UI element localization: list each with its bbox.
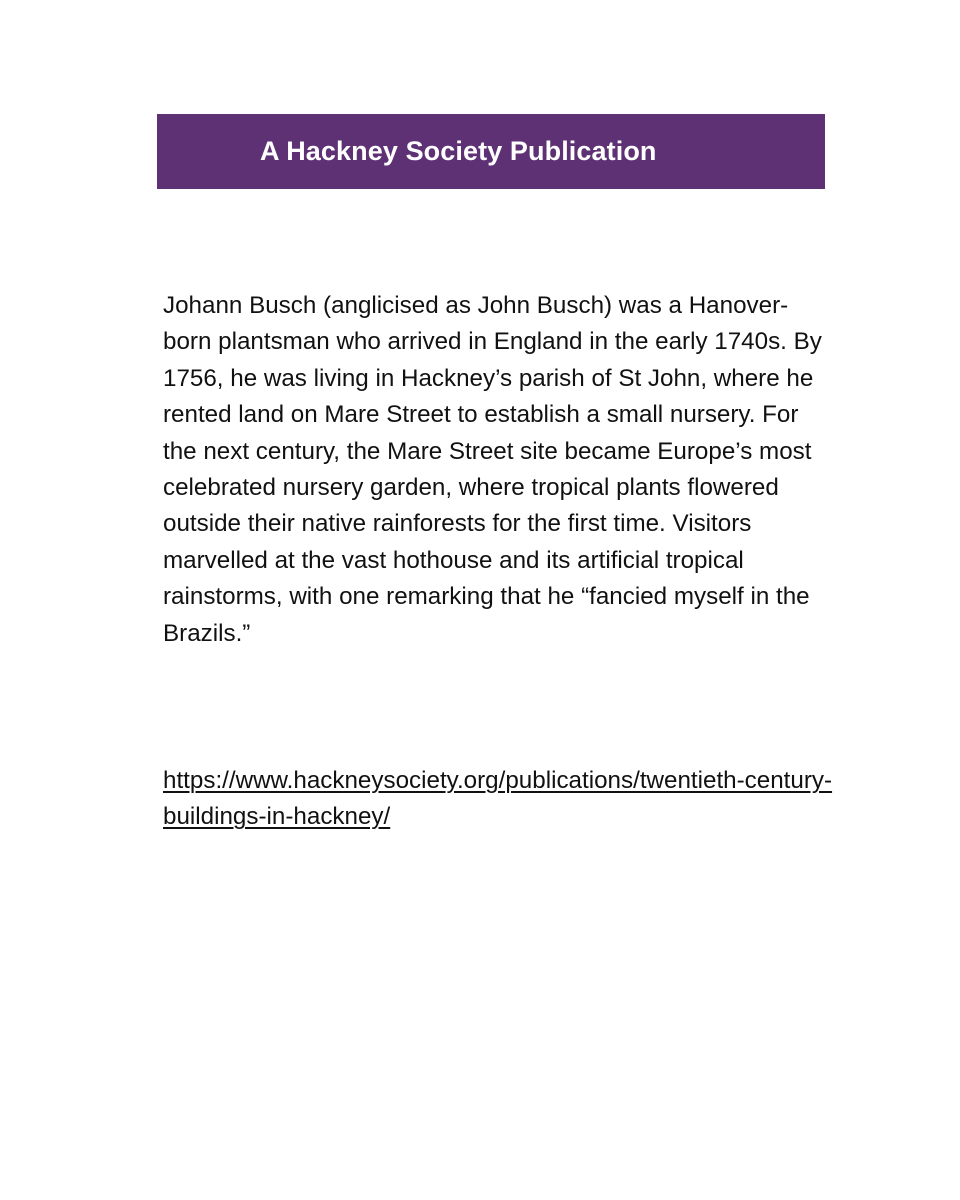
article-paragraph: Johann Busch (anglicised as John Busch) was a Hanover-born plantsman who arrived in England in the early 1740s. By 1756, he was living in Hackney’s parish of St John, where he rented land on Mare Street to establish a small nursery. For the next century, the Mare Street site became Europe’s most celebrated nursery garden, where tropical plants flowered outside their native rainforests for the first time. Visitors marvelled at the vast hothouse and its artificial tropical rainstorms, with one remarking that he “fancied myself in the Brazils.”: [163, 292, 822, 647]
source-link[interactable]: https://www.hackneysociety.org/publications/twentieth-century-buildings-in-hackney/: [163, 767, 833, 831]
publication-banner: [157, 114, 825, 189]
source-link-block: [163, 763, 833, 836]
banner-title: A Hackney Society Publication: [260, 136, 657, 166]
